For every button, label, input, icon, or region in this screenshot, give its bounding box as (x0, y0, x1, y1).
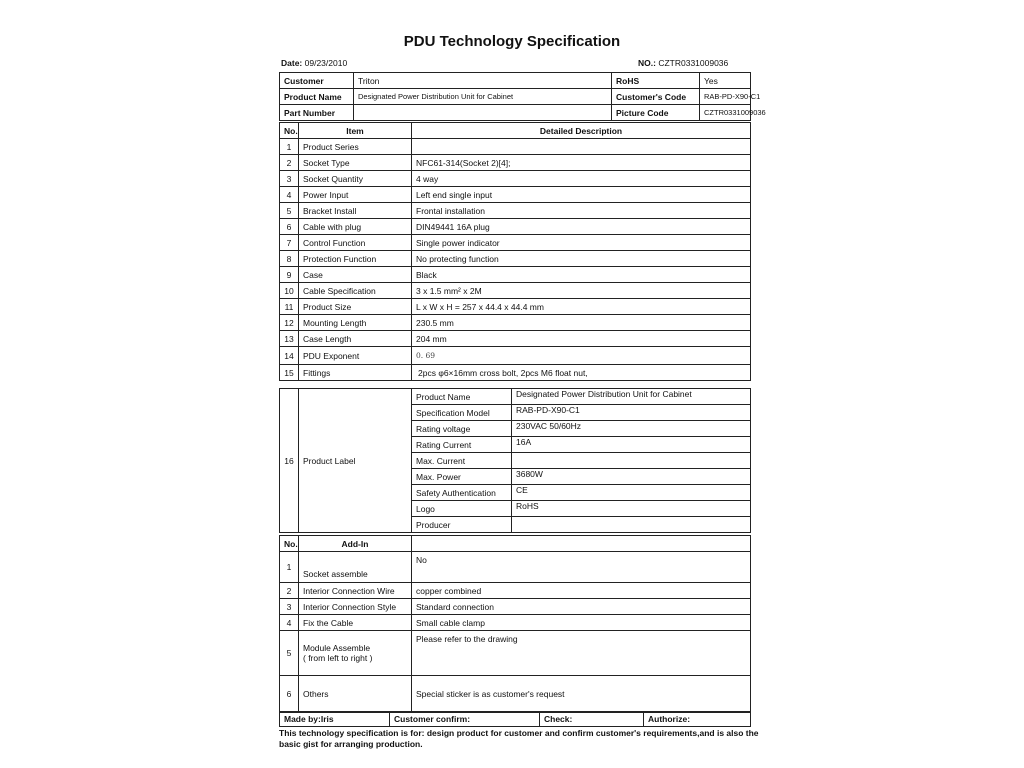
item-name: Product Series (299, 139, 412, 155)
item-no: 12 (280, 315, 299, 331)
addin-row (280, 583, 751, 599)
label-field-value: 3680W (512, 469, 751, 485)
item-no: 14 (280, 347, 299, 365)
item-name: Power Input (299, 187, 412, 203)
item-name: Case Length (299, 331, 412, 347)
item-name: PDU Exponent (299, 347, 412, 365)
label-field-key: Max. Power (412, 469, 512, 485)
product-label-body (280, 389, 751, 533)
item-row (280, 235, 751, 251)
customer-value: Triton (354, 73, 612, 89)
item-no: 6 (280, 219, 299, 235)
addin-description: No (412, 552, 751, 583)
addin-no: 3 (280, 599, 299, 615)
addin-row (280, 599, 751, 615)
item-name: Socket Quantity (299, 171, 412, 187)
number-value: CZTR0331009036 (658, 58, 729, 68)
item-description: 2pcs φ6×16mm cross bolt, 2pcs M6 float nut, (412, 365, 751, 381)
item-description: 204 mm (412, 331, 751, 347)
addin-description: Standard connection (412, 599, 751, 615)
label-field-key: Safety Authentication (412, 485, 512, 501)
addin-row (280, 676, 751, 713)
label-field-value: RAB-PD-X90-C1 (512, 405, 751, 421)
addin-item: Socket assemble (299, 552, 412, 583)
item-row (280, 267, 751, 283)
signature-row (279, 711, 751, 727)
item-no: 8 (280, 251, 299, 267)
addin-description: copper combined (412, 583, 751, 599)
item-no: 7 (280, 235, 299, 251)
number-label: NO.: (638, 58, 656, 68)
addin-no: 1 (280, 552, 299, 583)
label-field-key: Specification Model (412, 405, 512, 421)
addin-row (280, 631, 751, 676)
item-row (280, 203, 751, 219)
item-description: 230.5 mm (412, 315, 751, 331)
addin-description: Special sticker is as customer's request (412, 676, 751, 713)
rohs-label: RoHS (612, 73, 700, 89)
item-no: 15 (280, 365, 299, 381)
label-field-value: 230VAC 50/60Hz (512, 421, 751, 437)
addin-row (280, 552, 751, 583)
item-description: 4 way (412, 171, 751, 187)
addin-item: Others (299, 676, 412, 713)
item-row (280, 315, 751, 331)
item-description: 3 x 1.5 mm² x 2M (412, 283, 751, 299)
item-description: Black (412, 267, 751, 283)
items-body (280, 139, 751, 381)
item-name: Cable Specification (299, 283, 412, 299)
date-value: 09/23/2010 (304, 58, 348, 68)
item-row (280, 155, 751, 171)
item-row (280, 139, 751, 155)
items-no-header: No. (280, 123, 299, 139)
label-field-key: Max. Current (412, 453, 512, 469)
item-no: 1 (280, 139, 299, 155)
label-field-key: Logo (412, 501, 512, 517)
item-no: 9 (280, 267, 299, 283)
part-number-value (354, 105, 612, 121)
item-description: Single power indicator (412, 235, 751, 251)
product-name-value: Designated Power Distribution Unit for Cabinet (354, 89, 612, 105)
customer-label: Customer (280, 73, 354, 89)
item-row (280, 187, 751, 203)
item-no: 3 (280, 171, 299, 187)
number-line (638, 58, 728, 68)
item-row (280, 365, 751, 381)
item-name: Case (299, 267, 412, 283)
item-name: Protection Function (299, 251, 412, 267)
label-no: 16 (280, 389, 299, 533)
item-row (280, 299, 751, 315)
label-field-key: Producer (412, 517, 512, 533)
addin-table (279, 535, 751, 713)
item-name: Mounting Length (299, 315, 412, 331)
label-field-value: CE (512, 485, 751, 501)
item-row (280, 283, 751, 299)
addin-row (280, 615, 751, 631)
addin-no: 2 (280, 583, 299, 599)
label-field-value: 16A (512, 437, 751, 453)
label-field-key: Rating Current (412, 437, 512, 453)
addin-item: Interior Connection Style (299, 599, 412, 615)
item-description (412, 139, 751, 155)
item-name: Cable with plug (299, 219, 412, 235)
product-name-label: Product Name (280, 89, 354, 105)
label-field-key: Rating voltage (412, 421, 512, 437)
addin-no-header: No. (280, 536, 299, 552)
item-no: 5 (280, 203, 299, 219)
addin-item: Interior Connection Wire (299, 583, 412, 599)
label-field-value (512, 517, 751, 533)
item-row (280, 347, 751, 365)
item-no: 11 (280, 299, 299, 315)
item-name: Fittings (299, 365, 412, 381)
item-description: 0. 69 (412, 347, 751, 365)
spec-table (279, 72, 766, 121)
addin-empty-header (412, 536, 751, 552)
footer-note: This technology specification is for: design product for customer and confirm customer's requirements,and is also the basic gist for arranging production. (279, 728, 759, 749)
item-row (280, 251, 751, 267)
item-name: Control Function (299, 235, 412, 251)
addin-no: 6 (280, 676, 299, 713)
made-by: Made by:Iris (280, 712, 390, 727)
addin-item: Fix the Cable (299, 615, 412, 631)
customer-code-label: Customer's Code (612, 89, 700, 105)
addin-description: Please refer to the drawing (412, 631, 751, 676)
date-line (281, 58, 347, 68)
item-name: Bracket Install (299, 203, 412, 219)
items-item-header: Item (299, 123, 412, 139)
rohs-value: Yes (700, 73, 751, 89)
item-description: NFC61-314(Socket 2)[4]; (412, 155, 751, 171)
picture-code-value: CZTR0331009036 (700, 105, 751, 121)
authorize-field: Authorize: (644, 712, 751, 727)
label-field-key: Product Name (412, 389, 512, 405)
item-no: 2 (280, 155, 299, 171)
item-description: DIN49441 16A plug (412, 219, 751, 235)
item-no: 13 (280, 331, 299, 347)
check-field: Check: (540, 712, 644, 727)
label-field-value (512, 453, 751, 469)
item-description: L x W x H = 257 x 44.4 x 44.4 mm (412, 299, 751, 315)
item-description: No protecting function (412, 251, 751, 267)
item-description: Frontal installation (412, 203, 751, 219)
label-field-value: RoHS (512, 501, 751, 517)
addin-no: 5 (280, 631, 299, 676)
label-field-row (280, 389, 751, 405)
item-row (280, 219, 751, 235)
customer-confirm: Customer confirm: (390, 712, 540, 727)
picture-code-label: Picture Code (612, 105, 700, 121)
customer-code-value: RAB-PD-X90-C1 (700, 89, 751, 105)
items-desc-header: Detailed Description (412, 123, 751, 139)
addin-description: Small cable clamp (412, 615, 751, 631)
item-name: Product Size (299, 299, 412, 315)
addin-item: Module Assemble ( from left to right ) (299, 631, 412, 676)
label-item: Product Label (299, 389, 412, 533)
part-number-label: Part Number (280, 105, 354, 121)
product-label-table (279, 388, 751, 533)
item-row (280, 331, 751, 347)
item-description: Left end single input (412, 187, 751, 203)
items-table (279, 122, 751, 381)
item-no: 10 (280, 283, 299, 299)
item-row (280, 171, 751, 187)
date-label: Date: (281, 58, 303, 68)
addin-item-header: Add-In (299, 536, 412, 552)
item-name: Socket Type (299, 155, 412, 171)
addin-body (280, 552, 751, 713)
label-field-value: Designated Power Distribution Unit for Cabinet (512, 389, 751, 405)
document-title: PDU Technology Specification (403, 33, 621, 50)
addin-no: 4 (280, 615, 299, 631)
item-no: 4 (280, 187, 299, 203)
